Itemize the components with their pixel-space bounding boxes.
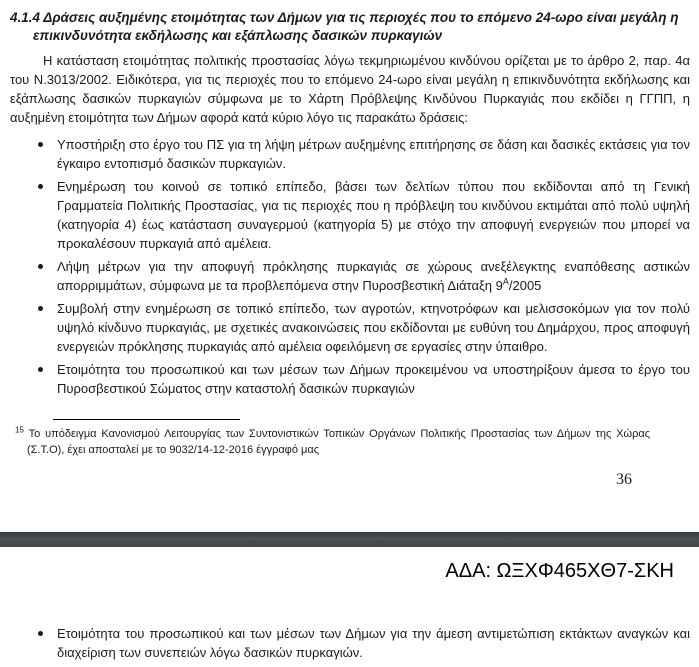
footnote-marker: 15 bbox=[15, 425, 24, 435]
readiness-actions-list bbox=[10, 135, 690, 398]
page-37-content bbox=[10, 560, 690, 662]
page-number: 36 bbox=[616, 471, 632, 488]
bullet-icon bbox=[38, 367, 43, 372]
list-item bbox=[10, 257, 690, 295]
section-heading-line2: επικινδυνότητα εκδήλωσης και εξάπλωσης δασικών πυρκαγιών bbox=[33, 28, 443, 43]
list-item-text: Ετοιμότητα του προσωπικού και των μέσων των Δήμων για την άμεση αντιμετώπιση εκτάκτων αναγκών και διαχείριση των συνεπειών λόγω δασικών πυρκαγιών. bbox=[57, 626, 690, 660]
list-item bbox=[10, 299, 690, 356]
ada-stamp: ΑΔΑ: ΩΞΧΦ465ΧΘ7-ΣΚΗ bbox=[445, 560, 674, 582]
next-page-list bbox=[10, 624, 690, 662]
footnote-text: Το υπόδειγμα Κανονισμού Λειτουργίας των Συντονιστικών Τοπικών Οργάνων Πολιτικής Προστασίας των Δήμων της Χώρας (Σ.Τ.Ο), έχει αποσταλεί με το 9032/14-12-2016 έγγραφό μας bbox=[27, 428, 651, 456]
page-36-content bbox=[10, 0, 690, 489]
bullet-icon bbox=[38, 306, 43, 311]
list-item-text: Λήψη μέτρων για την αποφυγή πρόκλησης πυρκαγιάς σε χώρους ανεξέλεγκτης εναπόθεσης αστικών απορριμμάτων, σύμφωνα με τα προβλεπόμενα στην Πυροσβεστική Διάταξη 9 bbox=[57, 259, 690, 293]
page-break-bar bbox=[0, 532, 699, 547]
list-item bbox=[10, 624, 690, 662]
intro-paragraph: Η κατάσταση ετοιμότητας πολιτικής προστασίας λόγω τεκμηριωμένου κινδύνου ορίζεται με το άρθρο 2, παρ. 4α του Ν.3013/2002. Ειδικότερα, για τις περιοχές που το επόμενο 24-ωρο είναι μεγάλη η επικινδυνότητα εκδήλωσης και εξάπλωσης δασικών πυρκαγιών σύμφωνα με το Χάρτη Πρόβλεψης Κινδύνου Πυρκαγιάς που εκδίδει η ΓΓΠΠ, η αυξημένη ετοιμότητα των Δήμων αφορά κατά κύριο λόγο τις παρακάτω δράσεις: bbox=[10, 53, 690, 125]
bullet-icon bbox=[38, 264, 43, 269]
bullet-icon bbox=[38, 184, 43, 189]
list-item-text: Υποστήριξη στο έργο του ΠΣ για τη λήψη μέτρων αυξημένης επιτήρησης σε δάση και δασικές εκτάσεις για τον έγκαιρο εντοπισμό δασικών πυρκαγιών. bbox=[57, 137, 690, 171]
bullet-icon bbox=[38, 142, 43, 147]
section-heading-line1: 4.1.4 Δράσεις αυξημένης ετοιμότητας των Δήμων για τις περιοχές που το επόμενο 24-ωρο είναι μεγάλη η bbox=[10, 10, 679, 25]
section-heading bbox=[10, 0, 690, 45]
list-item bbox=[10, 135, 690, 173]
list-item bbox=[10, 360, 690, 398]
footnote-separator bbox=[53, 419, 240, 420]
bullet-icon bbox=[38, 631, 43, 636]
superscript-text: Α bbox=[502, 276, 509, 287]
footnote bbox=[10, 426, 650, 458]
list-item-text: Ετοιμότητα του προσωπικού και των μέσων των Δήμων προκειμένου να υποστηρίξουν άμεσα το έργο του Πυροσβεστικού Σώματος στην καταστολή δασικών πυρκαγιών bbox=[57, 362, 690, 396]
list-item bbox=[10, 177, 690, 253]
list-item-text: /2005 bbox=[508, 278, 542, 293]
list-item-text: Ενημέρωση του κοινού σε τοπικό επίπεδο, βάσει των δελτίων τύπου που εκδίδονται από τη Γενική Γραμματεία Πολιτικής Προστασίας, για τις περιοχές που η πρόβλεψη του κινδύνου εκτιμάται από πολύ υψηλή (κατηγορία 4) έως κατάσταση συναγερμού (κατηγορία 5) με στόχο την αποφυγή ενεργειών που μπορεί να προκαλέσουν πυρκαγιά από αμέλεια. bbox=[57, 179, 690, 251]
list-item-text: Συμβολή στην ενημέρωση σε τοπικό επίπεδο, των αγροτών, κτηνοτρόφων και μελισσοκόμων για τον πολύ υψηλό κίνδυνο πυρκαγιάς, με σχετικές ανακοινώσεις που εκδίδονται με ευθύνη του Δημάρχου, προς αποφυγή ενεργειών πρόκλησης πυρκαγιάς από αμέλεια οφειλόμενη σε εργασίες στην ύπαιθρο. bbox=[57, 301, 690, 354]
